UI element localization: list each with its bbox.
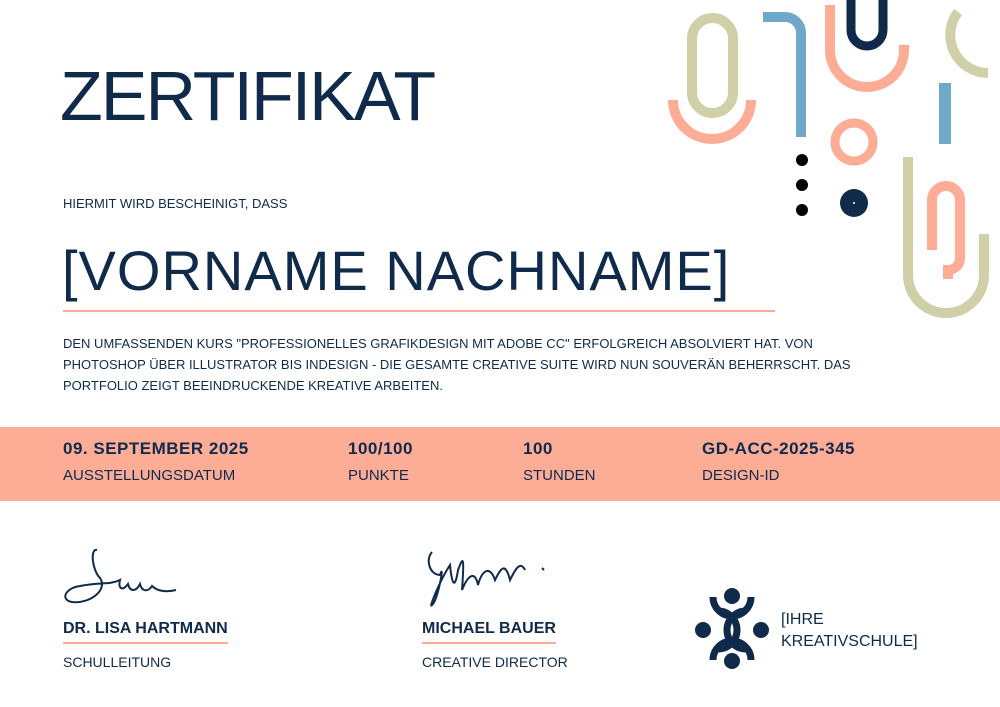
school-name [781,609,918,653]
signatory-name: MICHAEL BAUER [422,620,556,644]
recipient-name: [VORNAME NACHNAME] [62,239,731,302]
detail-value: 09. SEPTEMBER 2025 [63,439,249,458]
course-description: DEN UMFASSENDEN KURS "PROFESSIONELLES GRAFIKDESIGN MIT ADOBE CC" ERFOLGREICH ABSOLVIERT HAT. VON PHOTOSHOP ÜBER ILLUSTRATOR BIS INDESIGN - DIE GESAMTE CREATIVE SUITE WIRD NUN SOUVERÄN BEHERRSCHT. DAS PORTFOLIO ZEIGT BEEINDRUCKENDE KREATIVE ARBEITEN. [63,336,851,393]
signatory-name: DR. LISA HARTMANN [63,620,228,644]
detail-label: PUNKTE [348,467,409,484]
school-name-line1: [IHRE [781,611,824,628]
signatory-role: SCHULLEITUNG [63,654,172,670]
certificate-title: ZERTIFIKAT [60,57,435,135]
detail-value: GD-ACC-2025-345 [702,439,855,458]
detail-value: 100 [523,439,553,458]
detail-label: DESIGN-ID [702,467,780,484]
detail-label: STUNDEN [523,467,596,484]
detail-value: 100/100 [348,439,413,458]
school-name-line2: KREATIVSCHULE] [781,633,918,650]
signatory-role: CREATIVE DIRECTOR [422,654,568,670]
intro-text: HIERMIT WIRD BESCHEINIGT, DASS [63,196,288,211]
detail-label: AUSSTELLUNGSDATUM [63,467,236,484]
